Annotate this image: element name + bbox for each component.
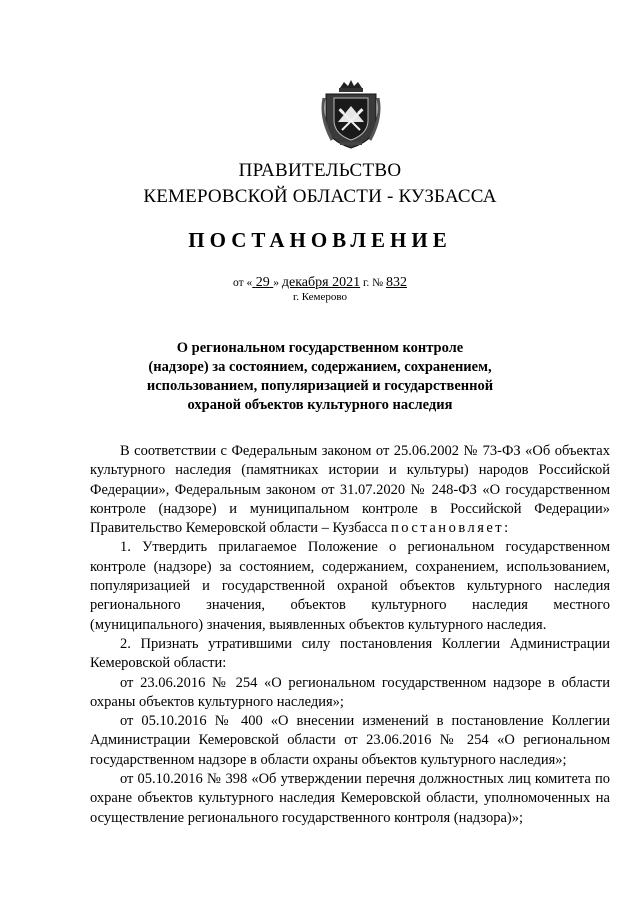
decree-word: постановляет: bbox=[391, 520, 511, 537]
coat-of-arms-icon bbox=[318, 78, 384, 150]
subject-line: О региональном государственном контроле bbox=[176, 340, 464, 356]
document-city: г. Кемерово bbox=[292, 291, 348, 303]
subject-line: охраной объектов культурного наследия bbox=[187, 397, 453, 413]
date-year-suffix: г. bbox=[362, 277, 370, 289]
coat-of-arms-emblem bbox=[318, 78, 384, 150]
number-prefix: № bbox=[372, 277, 384, 289]
repealed-act-1: от 23.06.2016 № 254 «О региональном государственном надзоре в области охраны объектов культурного наследия»; bbox=[90, 674, 610, 710]
preamble-paragraph bbox=[90, 442, 610, 538]
date-close-quote: » bbox=[273, 277, 279, 289]
item-1-paragraph: 1. Утвердить прилагаемое Положение о региональном государственном контроле (надзоре) за состоянием, содержанием, сохранением, использованием, популяризацией и государственной охраной объектов культурного наследия регионального значения, объектов культурного наследия местного (муниципального) значения, выявленных объектов культурного наследия. bbox=[90, 539, 610, 633]
date-month-year: декабря 2021 bbox=[281, 275, 361, 290]
government-name-line2: КЕМЕРОВСКОЙ ОБЛАСТИ - КУЗБАССА bbox=[143, 186, 497, 207]
repealed-act-3: от 05.10.2016 № 398 «Об утверждении перечня должностных лиц комитета по охране объектов культурного наследия Кемеровской области, уполномоченных на осуществление регионального государственного контроля (надзора)»; bbox=[90, 771, 610, 826]
document-number: 832 bbox=[385, 275, 407, 290]
subject-line: (надзоре) за состоянием, содержанием, сохранением, bbox=[148, 359, 492, 375]
government-name-line1: ПРАВИТЕЛЬСТВО bbox=[238, 160, 402, 181]
date-day: 29 bbox=[255, 275, 270, 290]
item-2-paragraph: 2. Признать утратившими силу постановления Коллегии Администрации Кемеровской области: bbox=[90, 635, 610, 672]
document-body bbox=[90, 442, 610, 828]
subject-line: использованием, популяризацией и государственной bbox=[146, 378, 494, 394]
repealed-act-2: от 05.10.2016 № 400 «О внесении изменений в постановление Коллегии Администрации Кемеровской области от 23.06.2016 № 254 «О региональном государственном надзоре в области охраны объектов культурного наследия»; bbox=[90, 713, 610, 768]
document-type-title: ПОСТАНОВЛЕНИЕ bbox=[188, 228, 452, 252]
document-dateline bbox=[0, 275, 640, 291]
document-subject bbox=[110, 339, 530, 415]
preamble-text: В соответствии с Федеральным законом от 25.06.2002 № 73-ФЗ «Об объектах культурного наследия (памятниках истории и культуры) народов Российской Федерации», Федеральным законом от 31.07.2020 № 248-ФЗ «О государственном контроле (надзоре) и муниципальном контроле в Российской Федерации» Правительство Кемеровской области – Кузбасса bbox=[90, 443, 610, 537]
date-from-prefix: от « bbox=[233, 277, 253, 289]
